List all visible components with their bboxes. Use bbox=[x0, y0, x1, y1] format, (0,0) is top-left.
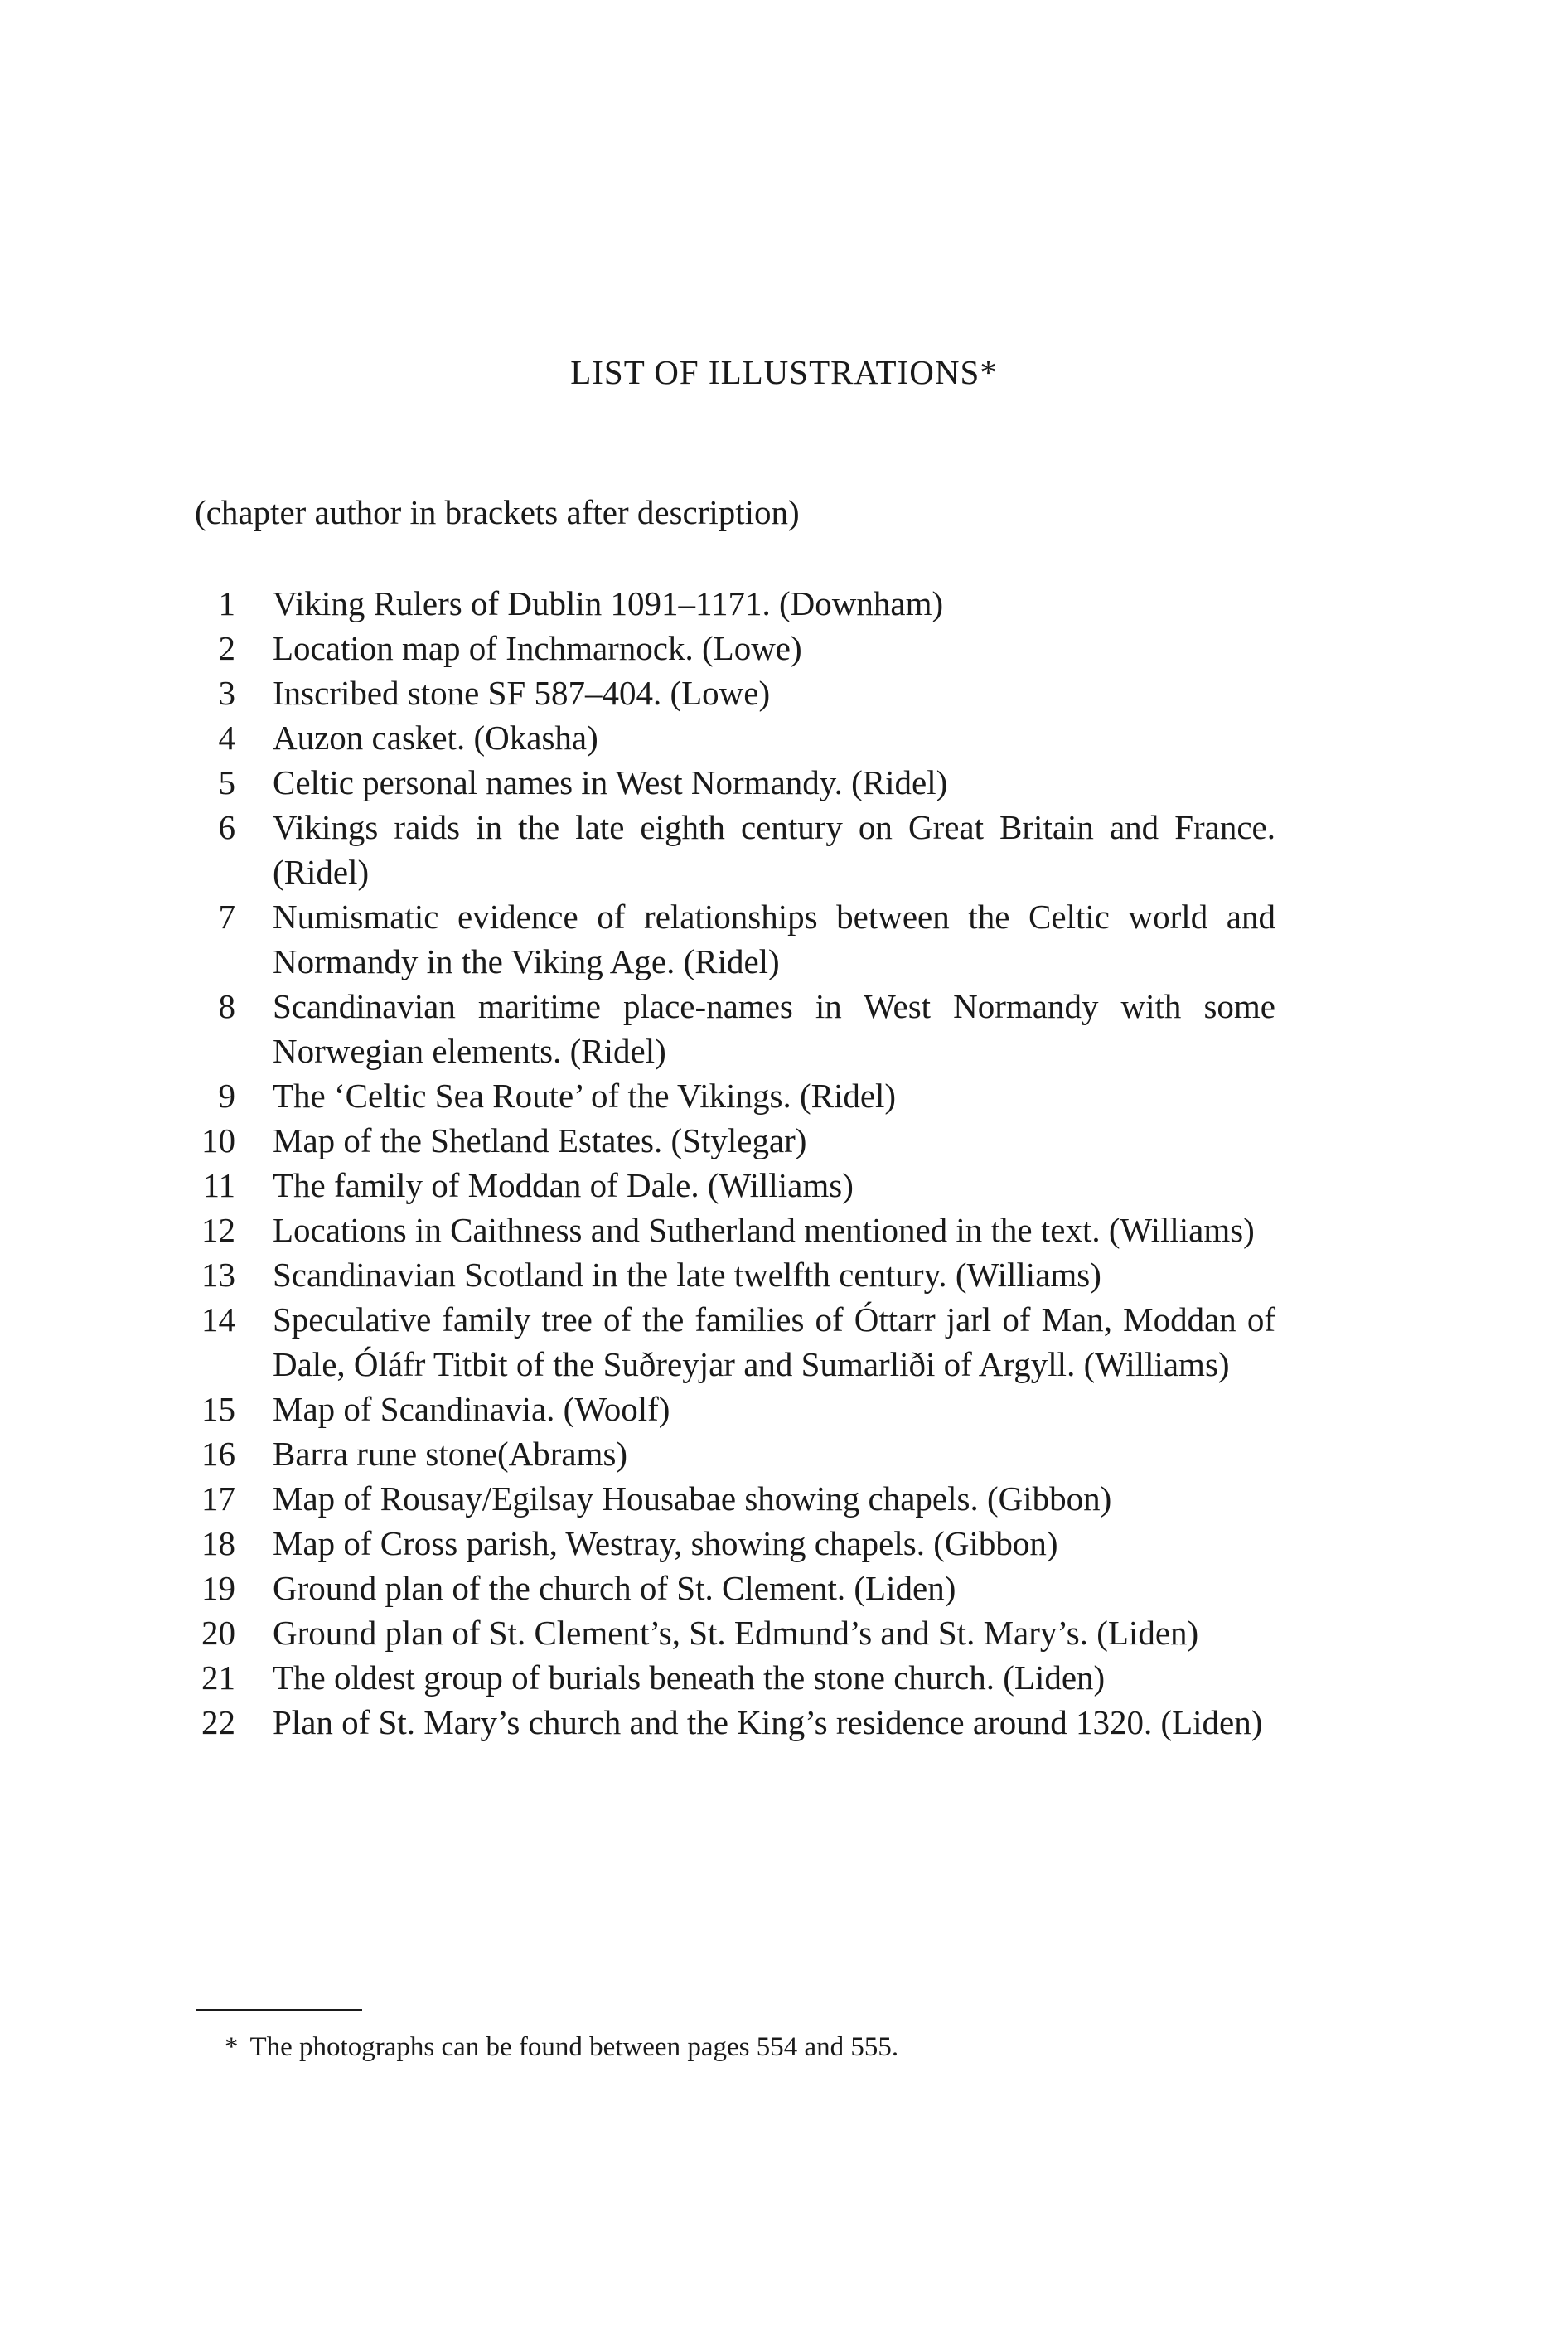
list-item bbox=[0, 671, 1568, 715]
item-description: Map of the Shetland Estates. (Stylegar) bbox=[273, 1121, 807, 1159]
item-number: 19 bbox=[201, 1569, 235, 1607]
list-item bbox=[0, 1610, 1568, 1655]
list-item bbox=[0, 626, 1568, 671]
list-item bbox=[0, 581, 1568, 626]
item-description: Scandinavian maritime place-names in West Normandy with some Norwegian elements. (Ridel) bbox=[273, 987, 1275, 1070]
item-description: Plan of St. Mary’s church and the King’s residence around 1320. (Liden) bbox=[273, 1703, 1263, 1741]
item-description: Scandinavian Scotland in the late twelfth century. (Williams) bbox=[273, 1256, 1101, 1294]
item-number: 20 bbox=[201, 1614, 235, 1652]
item-number: 8 bbox=[218, 987, 235, 1025]
item-description: Map of Rousay/Egilsay Housabae showing chapels. (Gibbon) bbox=[273, 1479, 1112, 1518]
list-item bbox=[0, 1655, 1568, 1700]
item-number: 4 bbox=[218, 719, 235, 757]
item-number: 7 bbox=[218, 898, 235, 936]
footnote-text: The photographs can be found between pages 554 and 555. bbox=[249, 2032, 899, 2062]
footnote-mark: * bbox=[225, 2032, 239, 2062]
item-number: 5 bbox=[218, 763, 235, 801]
item-description: Locations in Caithness and Sutherland mentioned in the text. (Williams) bbox=[273, 1211, 1255, 1249]
item-number: 11 bbox=[202, 1166, 235, 1204]
footnote-divider bbox=[196, 2009, 362, 2011]
item-number: 17 bbox=[201, 1479, 235, 1518]
item-number: 6 bbox=[218, 808, 235, 846]
item-number: 10 bbox=[201, 1121, 235, 1159]
item-description: Celtic personal names in West Normandy. (Ridel) bbox=[273, 763, 948, 801]
item-description: Location map of Inchmarnock. (Lowe) bbox=[273, 629, 802, 667]
item-number: 22 bbox=[201, 1703, 235, 1741]
list-item bbox=[0, 1208, 1568, 1252]
list-item bbox=[0, 1431, 1568, 1476]
item-number: 13 bbox=[201, 1256, 235, 1294]
list-item bbox=[0, 984, 1568, 1073]
list-item bbox=[0, 1566, 1568, 1610]
list-item bbox=[0, 1700, 1568, 1745]
item-description: Map of Cross parish, Westray, showing chapels. (Gibbon) bbox=[273, 1524, 1058, 1562]
list-item bbox=[0, 1118, 1568, 1163]
item-number: 2 bbox=[218, 629, 235, 667]
item-description: Ground plan of St. Clement’s, St. Edmund’s and St. Mary’s. (Liden) bbox=[273, 1614, 1199, 1652]
item-number: 16 bbox=[201, 1435, 235, 1473]
list-item bbox=[0, 1387, 1568, 1431]
list-item bbox=[0, 1073, 1568, 1118]
list-item bbox=[0, 760, 1568, 805]
item-number: 1 bbox=[218, 584, 235, 622]
illustration-list bbox=[0, 581, 1568, 1745]
item-description: Vikings raids in the late eighth century on Great Britain and France. (Ridel) bbox=[273, 808, 1275, 891]
list-item bbox=[0, 1252, 1568, 1297]
item-description: The ‘Celtic Sea Route’ of the Vikings. (Ridel) bbox=[273, 1077, 897, 1115]
item-description: Ground plan of the church of St. Clement. (Liden) bbox=[273, 1569, 956, 1607]
item-description: Numismatic evidence of relationships between the Celtic world and Normandy in the Viking Age. (Ridel) bbox=[273, 898, 1275, 980]
list-item bbox=[0, 715, 1568, 760]
list-item bbox=[0, 805, 1568, 894]
item-number: 21 bbox=[201, 1658, 235, 1697]
item-description: Map of Scandinavia. (Woolf) bbox=[273, 1390, 670, 1428]
item-number: 12 bbox=[201, 1211, 235, 1249]
list-item bbox=[0, 894, 1568, 984]
item-description: Inscribed stone SF 587–404. (Lowe) bbox=[273, 674, 771, 712]
item-number: 15 bbox=[201, 1390, 235, 1428]
footnote bbox=[225, 2032, 898, 2063]
item-description: Speculative family tree of the families of Óttarr jarl of Man, Moddan of Dale, Óláfr Titbit of the Suðreyjar and Sumarliði of Argyll. (Williams) bbox=[273, 1300, 1275, 1383]
item-description: The oldest group of burials beneath the stone church. (Liden) bbox=[273, 1658, 1106, 1697]
list-item bbox=[0, 1521, 1568, 1566]
item-number: 14 bbox=[201, 1300, 235, 1339]
list-item bbox=[0, 1297, 1568, 1387]
list-item bbox=[0, 1163, 1568, 1208]
item-number: 18 bbox=[201, 1524, 235, 1562]
subtitle: (chapter author in brackets after description) bbox=[195, 493, 800, 531]
item-number: 9 bbox=[218, 1077, 235, 1115]
item-number: 3 bbox=[218, 674, 235, 712]
item-description: The family of Moddan of Dale. (Williams) bbox=[273, 1166, 854, 1204]
item-description: Barra rune stone(Abrams) bbox=[273, 1435, 628, 1473]
page-title: LIST OF ILLUSTRATIONS* bbox=[570, 353, 998, 391]
item-description: Auzon casket. (Okasha) bbox=[273, 719, 598, 757]
item-description: Viking Rulers of Dublin 1091–1171. (Downham) bbox=[273, 584, 944, 622]
list-item bbox=[0, 1476, 1568, 1521]
